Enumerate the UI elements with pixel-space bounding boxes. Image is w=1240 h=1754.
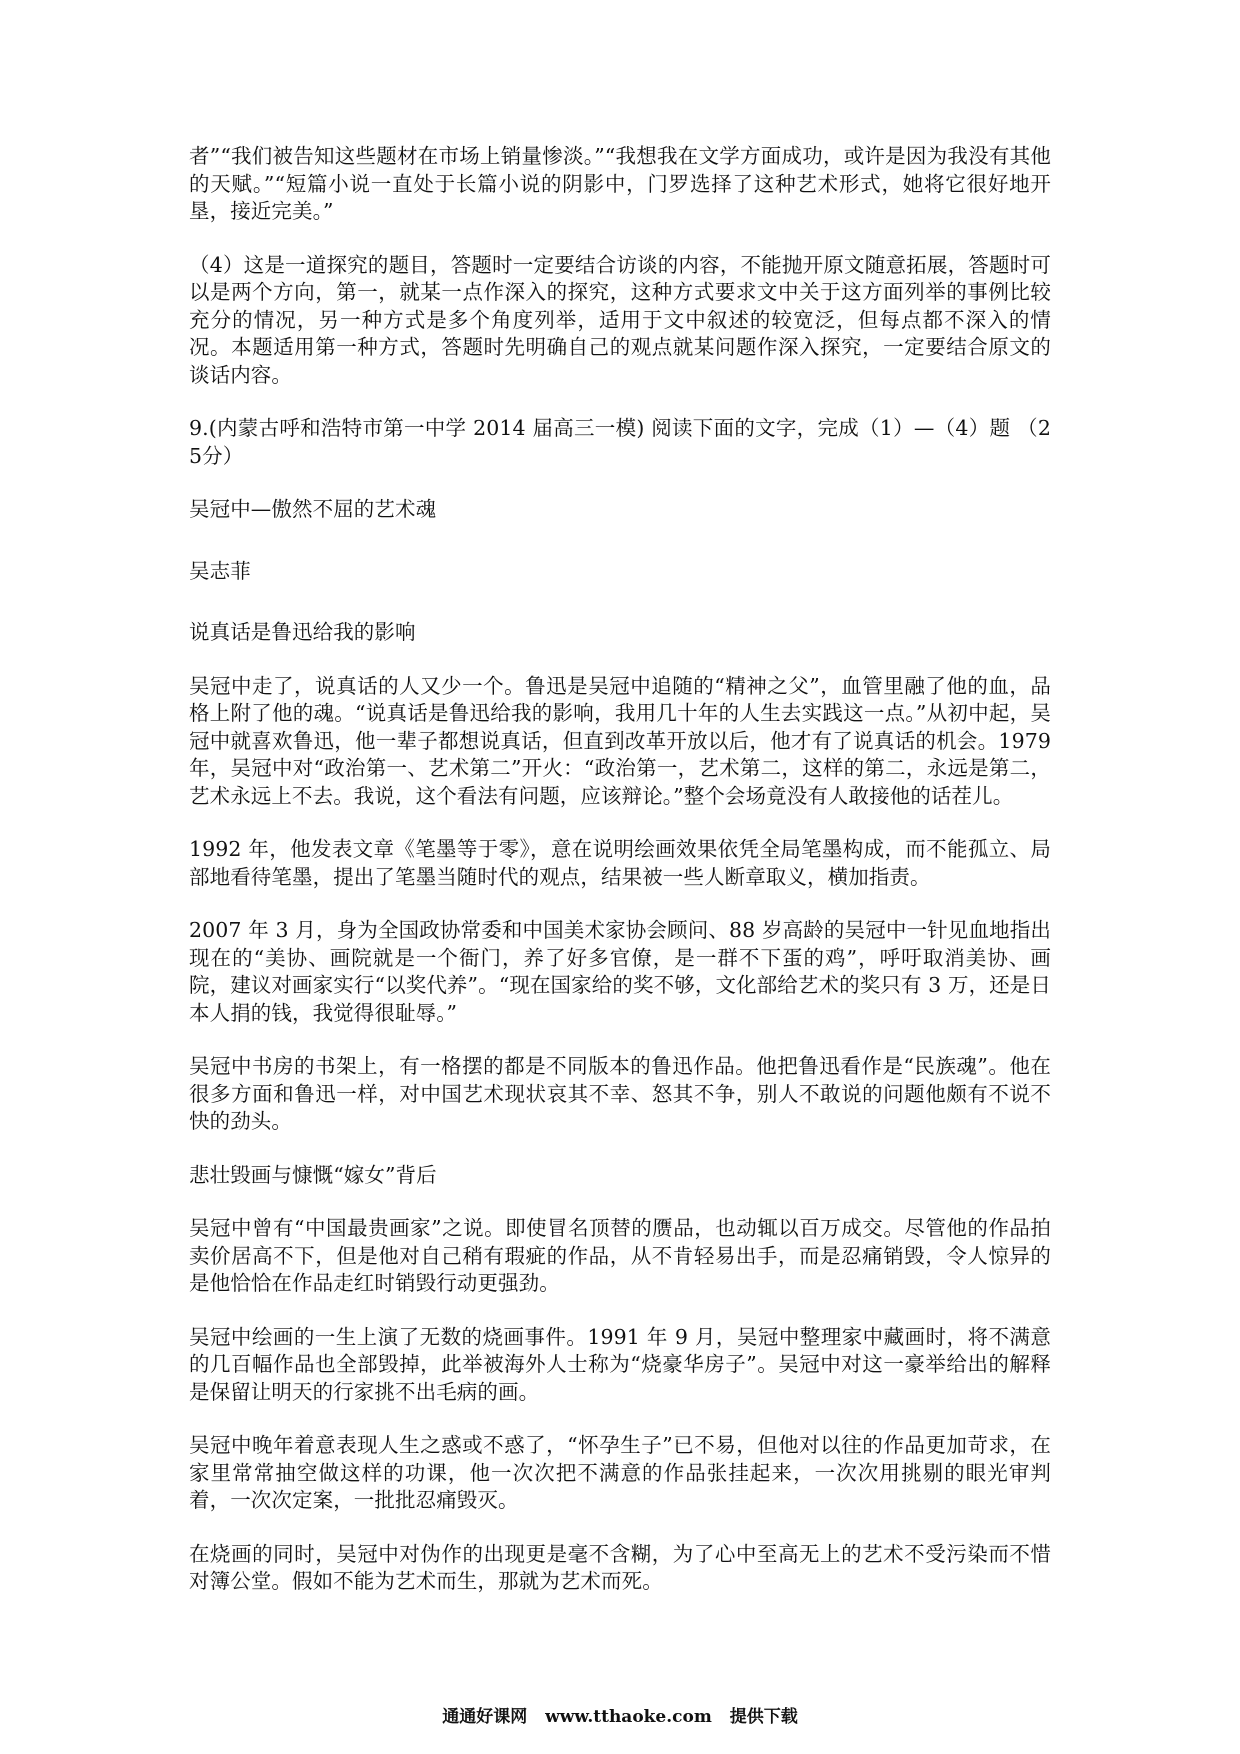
footer-note: 提供下载 [729, 1707, 798, 1727]
footer-url[interactable]: www.tthaoke.com [545, 1707, 712, 1727]
paragraph-answer-4: （4）这是一道探究的题目，答题时一定要结合访谈的内容，不能抛开原文随意拓展，答题时可以是两个方向，第一，就某一点作深入的探究，这种方式要求文中关于这方面列举的事例比较充分的情况，另一种方式是多个角度列举，适用于文中叙述的较宽泛，但每点都不深入的情况。本题适用第一种方式，答题时先明确自己的观点就某问题作深入探究，一定要结合原文的谈话内容。 [189, 252, 1051, 387]
paragraph-forgery: 在烧画的同时，吴冠中对伪作的出现更是毫不含糊，为了心中至高无上的艺术不受污染而不惜对簿公堂。假如不能为艺术而生，那就为艺术而死。 [189, 1541, 1051, 1593]
paragraph-1992: 1992 年，他发表文章《笔墨等于零》，意在说明绘画效果依凭全局笔墨构成，而不能孤立、局部地看待笔墨，提出了笔墨当随时代的观点，结果被一些人断章取义，横加指责。 [189, 837, 1051, 889]
paragraph-later-years: 吴冠中晚年着意表现人生之惑或不惑了，“怀孕生子”已不易，但他对以往的作品更加苛求，在家里常常抽空做这样的功课，他一次次把不满意的作品张挂起来，一次次用挑剔的眼光审判着，一次次定案，一批批忍痛毁灭。 [189, 1433, 1051, 1512]
paragraph-burning-paintings: 吴冠中绘画的一生上演了无数的烧画事件。1991 年 9 月，吴冠中整理家中藏画时，将不满意的几百幅作品也全部毁掉，此举被海外人士称为“烧豪华房子”。吴冠中对这一豪举给出的解释是保留让明天的行家挑不出毛病的画。 [189, 1324, 1051, 1404]
article-title: 吴冠中—傲然不屈的艺术魂 [189, 497, 437, 521]
paragraph-most-expensive-painter: 吴冠中曾有“中国最贵画家”之说。即使冒名顶替的赝品，也动辄以百万成交。尽管他的作品拍卖价居高不下，但是他对自己稍有瑕疵的作品，从不肯轻易出手，而是忍痛销毁，令人惊异的是他恰恰在作品走红时销毁行动更强劲。 [189, 1216, 1051, 1295]
document-body [189, 143, 1051, 1622]
paragraph-answer-3-continued: 者”“我们被告知这些题材在市场上销量惨淡。”“我想我在文学方面成功，或许是因为我没有其他的天赋。”“短篇小说一直处于长篇小说的阴影中，门罗选择了这种艺术形式，她将它很好地开垦，接近完美。” [189, 144, 1051, 223]
footer-site-name: 通通好课网 [442, 1707, 528, 1727]
section-heading-destroying-paintings: 悲壮毁画与慷慨“嫁女”背后 [189, 1162, 437, 1187]
section-heading-truth: 说真话是鲁迅给我的影响 [189, 620, 416, 644]
question-9-header: 9.(内蒙古呼和浩特市第一中学 2014 届高三一模) 阅读下面的文字，完成（1）—（4）题 （25分） [189, 416, 1051, 468]
paragraph-bookshelf: 吴冠中书房的书架上，有一格摆的都是不同版本的鲁迅作品。他把鲁迅看作是“民族魂”。他在很多方面和鲁迅一样，对中国艺术现状哀其不幸、怒其不争，别人不敢说的问题他颇有不说不快的劲头。 [189, 1054, 1051, 1133]
page-footer [0, 1702, 1240, 1727]
paragraph-lu-xun-influence: 吴冠中走了，说真话的人又少一个。鲁迅是吴冠中追随的“精神之父”，血管里融了他的血，品格上附了他的魂。“说真话是鲁迅给我的影响，我用几十年的人生去实践这一点。”从初中起，吴冠中就喜欢鲁迅，他一辈子都想说真话，但直到改革开放以后，他才有了说真话的机会。1979 年，吴冠中对“政治第一、艺术第二”开火：“政治第一，艺术第二，这样的第二，永远是第二，艺术永远上不去。我说，这个看法有问题，应该辩论。”整个会场竟没有人敢接他的话茬儿。 [189, 673, 1051, 808]
article-author: 吴志菲 [189, 558, 251, 583]
paragraph-2007: 2007 年 3 月，身为全国政协常委和中国美术家协会顾问、88 岁高龄的吴冠中一针见血地指出现在的“美协、画院就是一个衙门，养了好多官僚，是一群不下蛋的鸡”，呼吁取消美协、画院，建议对画家实行“以奖代养”。“现在国家给的奖不够，文化部给艺术的奖只有 3 万，还是日本人捐的钱，我觉得很耻辱。” [189, 918, 1051, 1025]
